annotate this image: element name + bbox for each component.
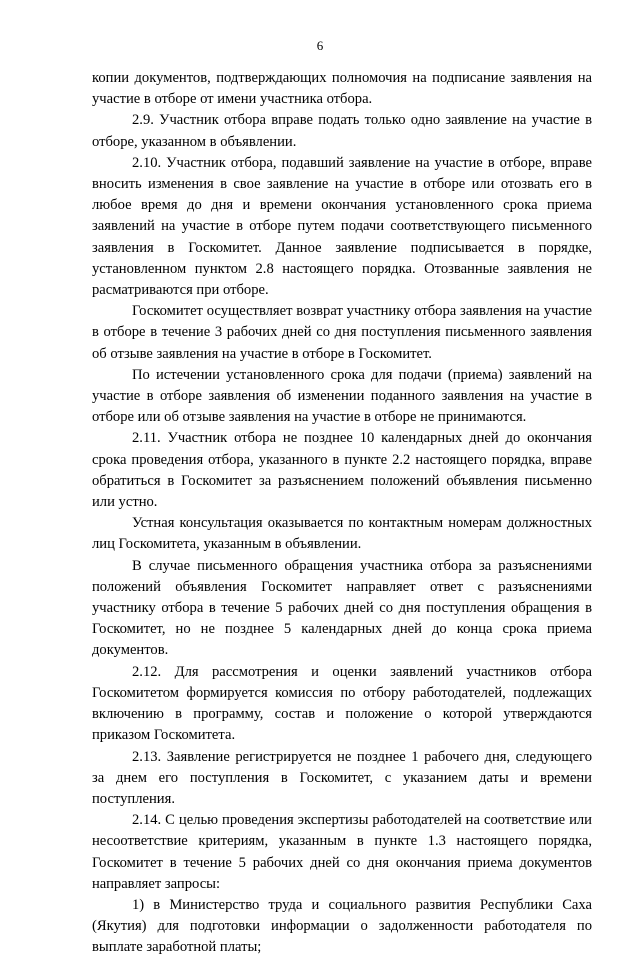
document-body [92, 68, 592, 959]
paragraph-item-1: 1) в Министерство труда и социального развития Республики Саха (Якутия) для подготовки информации о задолженности работодателя по выплате заработной платы; [92, 896, 592, 956]
paragraph-2-12: 2.12. Для рассмотрения и оценки заявлений участников отбора Госкомитетом формируется комиссия по отбору работодателей, подлежащих включению в программу, состав и положение о которой утверждаются приказом Госкомитета. [92, 663, 592, 744]
paragraph-2-10: 2.10. Участник отбора, подавший заявление на участие в отборе, вправе вносить изменения в свое заявление на участие в отборе или отозвать его в любое время до дня и времени окончания установленного срока приема заявлений на участие в отборе путем подачи соответствующего письменного заявления в Госкомитет. Данное заявление подписывается в порядке, установленном пунктом 2.8 настоящего порядка. Отозванные заявления не расматриваются при отборе. [92, 154, 592, 299]
paragraph-2-14: 2.14. С целью проведения экспертизы работодателей на соответствие или несоответствие критериям, указанным в пункте 1.3 настоящего порядка, Госкомитет в течение 5 рабочих дней со дня окончания приема документов направляет запросы: [92, 812, 592, 892]
paragraph-2-13: 2.13. Заявление регистрируется не позднее 1 рабочего дня, следующего за днем его поступления в Госкомитет, с указанием даты и времени поступления. [92, 748, 592, 807]
paragraph-2-11: 2.11. Участник отбора не позднее 10 календарных дней до окончания срока проведения отбора, указанного в пункте 2.2 настоящего порядка, вправе обратиться в Госкомитет за разъяснением положений объявления письменно или устно. [92, 430, 592, 511]
paragraph-return: Госкомитет осуществляет возврат участнику отбора заявления на участие в отборе в течение 3 рабочих дней со дня поступления письменного заявления об отзыве заявления на участие в отборе в Госкомитет. [92, 303, 592, 362]
paragraph-deadline: По истечении установленного срока для подачи (приема) заявлений на участие в отборе заявления об изменении поданного заявления на участие в отборе или об отзыве заявления на участие в отборе не принимаются. [92, 366, 592, 426]
paragraph-continuation: копии документов, подтверждающих полномочия на подписание заявления на участие в отборе от имени участника отбора. [92, 70, 592, 108]
paragraph-written-request: В случае письменного обращения участника отбора за разъяснениями положений объявления Госкомитет направляет ответ с разъяснениями участнику отбора в течение 5 рабочих дней со дня поступления обращения в Госкомитет, но не позднее 5 календарных дней до конца срока приема документов. [92, 557, 592, 659]
paragraph-oral-consultation: Устная консультация оказывается по контактным номерам должностных лиц Госкомитета, указанным в объявлении. [92, 515, 592, 553]
paragraph-2-9: 2.9. Участник отбора вправе подать только одно заявление на участие в отборе, указанном в объявлении. [92, 112, 592, 150]
page-number: 6 [316, 38, 324, 53]
